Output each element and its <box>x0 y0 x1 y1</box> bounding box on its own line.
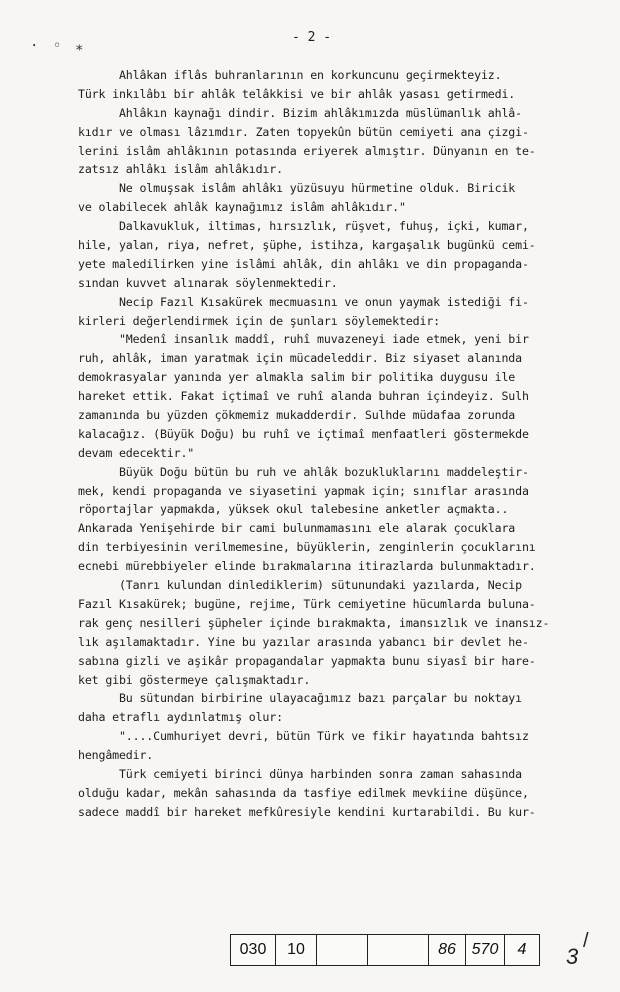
handwritten-slash: / <box>583 930 589 952</box>
text-line: sından kuvvet alınarak söylenmektedir. <box>78 275 338 290</box>
text-line: demokrasyalar yanında yer almakla salim bir politika duygusu ile <box>78 370 516 385</box>
text-line: kıdır ve olması lâzımdır. Zaten topyekûn bütün cemiyeti ana çizgi- <box>78 124 529 139</box>
text-line: olduğu kadar, mekân sahasında da tasfiye edilmek mevkiine düşünce, <box>78 785 529 800</box>
text-line: din terbiyesinin verilmemesine, büyüklerin, zenginlerin çocuklarını <box>78 540 536 555</box>
text-line: daha etraflı aydınlatmış olur: <box>78 710 283 725</box>
text-line: hareket ettik. Fakat içtimaî ve ruhî alanda buhran içindeyiz. Sulh <box>78 389 529 404</box>
archive-cell <box>368 935 429 965</box>
text-line: Türk cemiyeti birinci dünya harbinden sonra zaman sahasında <box>78 766 522 781</box>
text-line: sadece maddî bir hareket mefkûresiyle kendini kurtarabildi. Bu kur- <box>78 804 536 819</box>
scan-specks: ⋅ ◦ ⁎ <box>30 38 86 54</box>
text-line: ruh, ahlâk, iman yaratmak için mücadeleddir. Biz siyaset alanında <box>78 351 522 366</box>
archive-cell: 030 <box>231 935 276 965</box>
text-line: Ankarada Yenişehirde bir cami bulunmamasını ele alarak çocuklara <box>78 521 516 536</box>
text-line: ve olabilecek ahlâk kaynağımız islâm ahlâkıdır." <box>78 200 406 215</box>
text-line: Necip Fazıl Kısakürek mecmuasını ve onun yaymak istediği fi- <box>78 294 529 309</box>
text-line: lerini islâm ahlâkının potasında eriyerek almıştır. Dünyanın en te- <box>78 143 536 158</box>
text-line: kalacağız. (Büyük Doğu) bu ruhî ve içtimaî menfaatleri göstermekde <box>78 426 529 441</box>
text-line: sabına gizli ve aşikâr propagandalar yapmakta bunu siyasî bir hare- <box>78 653 536 668</box>
archive-cell: 86 <box>429 935 466 965</box>
text-line: Ahlâkan iflâs buhranlarının en korkuncunu geçirmekteyiz. <box>78 68 502 82</box>
text-line: Ahlâkın kaynağı dindir. Bizim ahlâkımızda müslümanlık ahlâ- <box>78 105 522 120</box>
text-line: devam edecektir." <box>78 445 195 460</box>
text-line: hile, yalan, riya, nefret, şüphe, istihza, kargaşalık bugünkü cemi- <box>78 238 536 253</box>
text-line: Bu sütundan birbirine ulayacağımız bazı parçalar bu noktayı <box>78 691 522 706</box>
archive-stamp <box>230 934 540 966</box>
text-line: Türk inkılâbı bir ahlâk telâkkisi ve bir ahlâk yasası getirmedi. <box>78 86 516 101</box>
text-line: ket gibi göstermeye çalışmaktadır. <box>78 672 311 687</box>
body-text <box>78 66 618 822</box>
archive-cell: 10 <box>276 935 317 965</box>
text-line: "Medenî insanlık maddî, ruhî muvazeneyi iade etmek, yeni bir <box>78 332 529 347</box>
text-line: mek, kendi propaganda ve siyasetini yapmak için; sınıflar arasında <box>78 483 529 498</box>
text-line: (Tanrı kulundan dinlediklerim) sütunundaki yazılarda, Necip <box>78 578 522 593</box>
page-number: - 2 - <box>292 30 332 45</box>
text-line: zamanında bu yüzden çökmemiz mukadderdir. Sulhde müdafaa zorunda <box>78 408 516 423</box>
text-line: Dalkavukluk, iltimas, hırsızlık, rüşvet, fuhuş, içki, kumar, <box>78 219 529 234</box>
text-line: kirleri değerlendirmek için de şunları söylemektedir: <box>78 313 440 328</box>
text-line: lık aşılamaktadır. Yine bu yazılar arasında yabancı bir devlet he- <box>78 634 529 649</box>
archive-cell: 4 <box>517 941 527 958</box>
text-line: "....Cumhuriyet devri, bütün Türk ve fikir hayatında bahtsız <box>78 729 529 744</box>
text-line: röportajlar yapmakda, yüksek okul talebesine anketler açmakta.. <box>78 502 509 517</box>
text-line: rak genç nesilleri şüpheler içinde bırakmakta, imansızlık ve inansız- <box>78 615 550 630</box>
handwritten-page-mark: 3 <box>566 944 579 969</box>
text-line: ecnebi mürebbiyeler elinde bırakmalarına itirazlarda bulunmaktadır. <box>78 559 536 574</box>
archive-cell <box>317 935 368 965</box>
text-line: Büyük Doğu bütün bu ruh ve ahlâk bozukluklarını maddeleştir- <box>78 464 529 479</box>
text-line: hengâmedir. <box>78 748 154 763</box>
text-line: Ne olmuşsak islâm ahlâkı yüzüsuyu hürmetine olduk. Biricik <box>78 181 516 196</box>
text-line: Fazıl Kısakürek; bugüne, rejime, Türk cemiyetine hücumlarda buluna- <box>78 596 536 611</box>
text-line: zatsız ahlâkı islâm ahlâkıdır. <box>78 162 283 177</box>
text-line: yete maledilirken yine islâmi ahlâk, din ahlâkı ve din propaganda- <box>78 256 529 271</box>
archive-cell: 570 <box>466 935 505 965</box>
